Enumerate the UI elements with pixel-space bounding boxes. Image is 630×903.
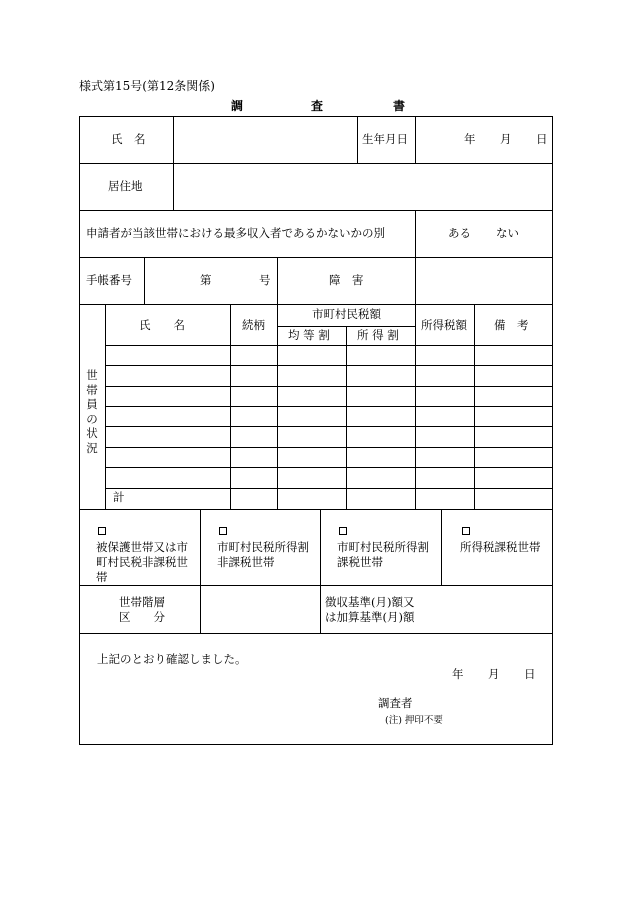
table-row[interactable]	[106, 468, 553, 488]
table-row[interactable]	[106, 407, 553, 426]
name-field[interactable]	[174, 117, 356, 162]
category-2-line1: 市町村民税所得割	[217, 540, 309, 554]
table-row[interactable]	[106, 448, 553, 467]
seal-not-required-note: (注) 押印不要	[385, 715, 443, 726]
col-divider	[320, 509, 321, 633]
tier-label-line1: 世帯階層	[119, 595, 165, 609]
handbook-dai: 第	[200, 273, 212, 287]
confirm-month-unit: 月	[488, 667, 500, 681]
category-1-line2: 町村民税非課税世	[96, 555, 188, 569]
household-section-label: 世帯員の状況	[86, 368, 98, 455]
investigator-field[interactable]	[415, 694, 545, 712]
row-divider	[79, 304, 553, 305]
category-1-line3: 帯	[96, 570, 108, 584]
col-divider	[441, 509, 442, 585]
category-4-line1: 所得税課税世帯	[460, 540, 541, 554]
address-label: 居住地	[108, 179, 143, 193]
handbook-label: 手帳番号	[86, 273, 132, 287]
confirm-year-unit: 年	[452, 667, 464, 681]
title-char-1: 調	[231, 99, 244, 113]
standard-amount-field[interactable]	[441, 586, 552, 632]
top-earner-yes[interactable]: ある	[448, 226, 471, 240]
col-header-relation: 続柄	[242, 318, 265, 332]
tier-label-line2: 区 分	[119, 610, 165, 624]
confirmation-statement: 上記のとおり確認しました。	[97, 652, 247, 666]
row-divider	[79, 509, 553, 510]
table-row[interactable]	[106, 427, 553, 447]
subheader-divider	[277, 326, 415, 327]
category-checkbox-3[interactable]	[339, 527, 347, 535]
form-number: 様式第15号(第12条関係)	[79, 79, 215, 93]
top-earner-question: 申請者が当該世帯における最多収入者であるかないかの別	[86, 226, 385, 240]
col-header-income-tax: 所得税額	[421, 318, 467, 332]
birth-day-unit: 日	[536, 132, 548, 146]
birth-label: 生年月日	[362, 132, 408, 146]
title-char-2: 査	[311, 99, 324, 113]
standard-label-line2: は加算基準(月)額	[325, 610, 415, 624]
table-row[interactable]	[106, 387, 553, 406]
category-3-line1: 市町村民税所得割	[337, 540, 429, 554]
category-checkbox-2[interactable]	[219, 527, 227, 535]
col-header-municipal-tax: 市町村民税額	[312, 307, 381, 321]
standard-label-line1: 徴収基準(月)額又	[325, 595, 415, 609]
col-header-name: 氏 名	[139, 318, 185, 332]
col-header-remarks: 備 考	[494, 318, 529, 332]
col-header-equal-share: 均 等 割	[288, 328, 330, 342]
confirm-day-unit: 日	[524, 667, 536, 681]
name-label: 氏 名	[111, 132, 146, 146]
address-field[interactable]	[174, 164, 552, 209]
birth-date-field[interactable]	[416, 117, 552, 162]
handbook-go: 号	[259, 273, 271, 287]
row-divider	[79, 210, 553, 211]
table-row[interactable]	[106, 366, 553, 386]
birth-month-unit: 月	[500, 132, 512, 146]
top-earner-no[interactable]: ない	[496, 226, 519, 240]
category-2-line2: 非課税世帯	[217, 555, 275, 569]
tier-field[interactable]	[201, 586, 319, 632]
col-header-income-share: 所 得 割	[357, 328, 399, 342]
category-1-line1: 被保護世帯又は市	[96, 540, 188, 554]
disability-label: 障 害	[329, 273, 364, 287]
col-divider	[277, 257, 278, 304]
col-divider	[357, 116, 358, 163]
table-row[interactable]	[106, 346, 553, 365]
category-checkbox-1[interactable]	[98, 527, 106, 535]
investigator-label: 調査者	[378, 696, 413, 710]
total-label: 計	[113, 490, 125, 504]
category-checkbox-4[interactable]	[462, 527, 470, 535]
category-3-line2: 課税世帯	[337, 555, 383, 569]
row-divider	[79, 633, 553, 634]
total-row[interactable]	[231, 489, 553, 508]
birth-year-unit: 年	[464, 132, 476, 146]
title-char-3: 書	[393, 99, 406, 113]
disability-field[interactable]	[416, 258, 552, 303]
col-divider	[415, 210, 416, 257]
